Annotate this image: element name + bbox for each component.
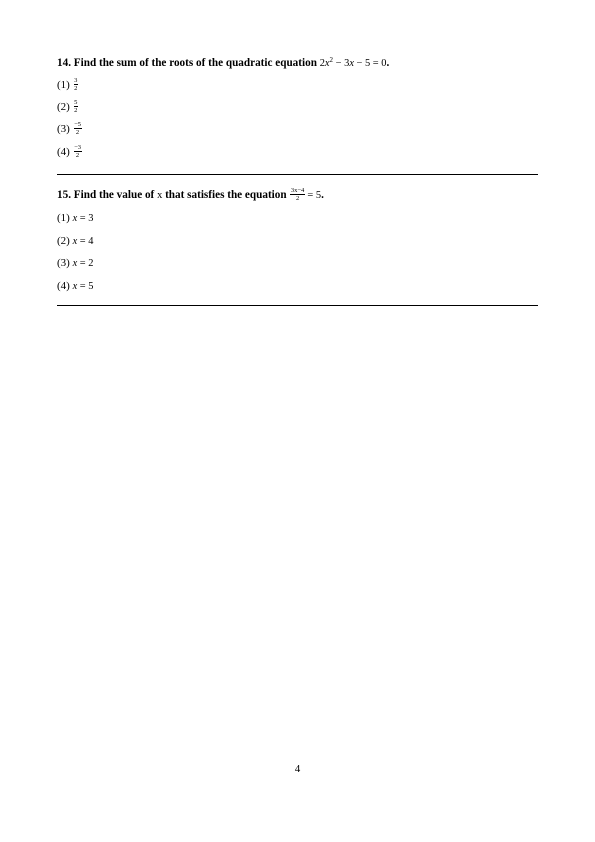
question-15-option-3 <box>57 256 93 271</box>
option-value: = 5 <box>77 281 94 292</box>
fraction-denominator: 2 <box>74 107 78 114</box>
option-label: (1) <box>57 79 70 92</box>
option-value: = 4 <box>77 236 94 247</box>
option-fraction <box>74 77 78 92</box>
option-var: x <box>72 236 78 247</box>
question-15-text-b: that satisfies the equation <box>162 189 290 202</box>
fraction-numerator: −3 <box>74 144 81 151</box>
question-14-option-1 <box>57 78 78 93</box>
option-value: = 3 <box>77 213 94 224</box>
question-15-option-4 <box>57 279 93 294</box>
option-value: = 2 <box>77 258 94 269</box>
eq-var: x <box>324 58 330 69</box>
question-15-period: . <box>321 189 324 202</box>
question-15-var: x <box>157 190 163 202</box>
eq-coef-a: 2 <box>319 58 325 69</box>
option-label: (2) <box>57 235 70 247</box>
option-label: (4) <box>57 146 70 159</box>
eq-power: 2 <box>329 56 334 64</box>
question-14-option-4 <box>57 145 82 160</box>
page-number: 4 <box>294 763 301 775</box>
option-var: x <box>72 258 78 269</box>
question-14-equation <box>319 56 390 69</box>
question-15-eq-rest: = 5 <box>304 190 322 202</box>
option-label: (4) <box>57 280 70 292</box>
question-14-option-2 <box>57 100 78 115</box>
option-var: x <box>72 213 78 224</box>
question-15-title <box>57 188 324 203</box>
question-14-period: . <box>386 57 390 69</box>
option-fraction <box>74 99 78 114</box>
question-14-text: 14. Find the sum of the roots of the quadratic equation <box>57 57 320 69</box>
document-page <box>57 0 538 842</box>
eq-term-b: − 3 <box>333 58 350 69</box>
question-15-text-a: 15. Find the value of <box>57 189 158 202</box>
question-15-fraction <box>290 187 304 202</box>
option-fraction <box>74 144 82 159</box>
eq-var-2: x <box>349 58 354 69</box>
fraction-numerator: 3x−4 <box>290 187 305 194</box>
option-label: (2) <box>57 101 70 114</box>
fraction-denominator: 2 <box>74 85 78 92</box>
question-15-option-2 <box>57 234 93 249</box>
option-fraction <box>74 121 82 136</box>
question-15-option-1 <box>57 211 93 226</box>
eq-rest: − 5 = 0 <box>353 58 387 69</box>
question-14-option-3 <box>57 122 82 137</box>
option-var: x <box>72 281 78 292</box>
fraction-denominator: 2 <box>75 152 80 159</box>
fraction-numerator: 3 <box>74 77 78 84</box>
option-label: (3) <box>57 257 70 269</box>
fraction-numerator: −5 <box>74 121 81 128</box>
option-label: (3) <box>57 123 70 136</box>
fraction-numerator: 5 <box>74 99 78 106</box>
question-14-title <box>57 56 389 71</box>
option-label: (1) <box>57 212 70 224</box>
fraction-denominator: 2 <box>75 129 80 136</box>
fraction-denominator: 2 <box>295 195 300 202</box>
question-divider <box>57 174 538 175</box>
question-divider <box>57 305 538 306</box>
